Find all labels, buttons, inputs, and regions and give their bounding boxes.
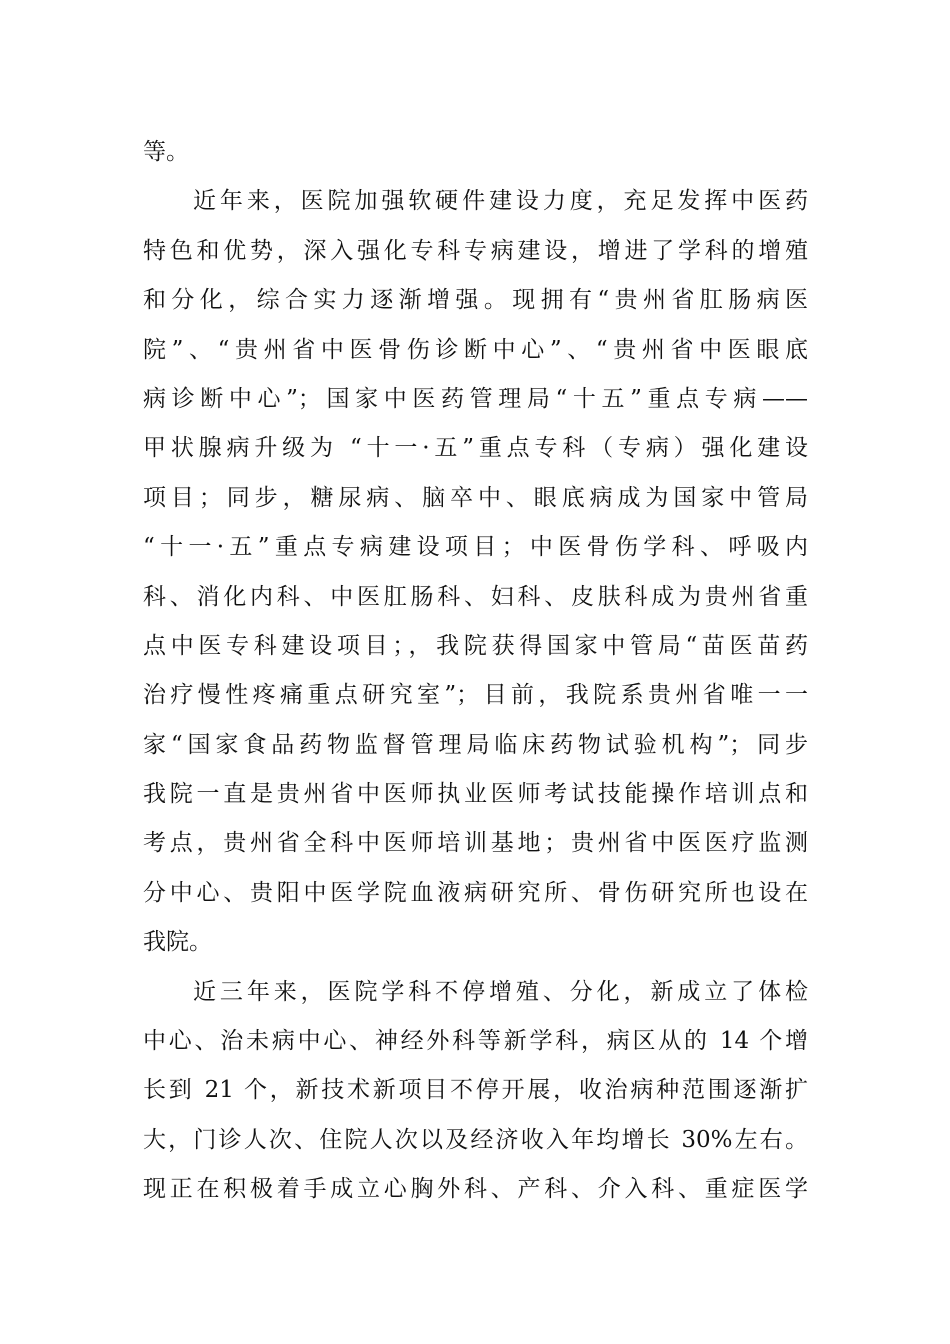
text-line: 科、消化内科、中医肛肠科、妇科、皮肤科成为贵州省重 [143,583,808,610]
text-line: 等。 [143,139,189,165]
text-line: 和分化，综合实力逐渐增强。现拥有“贵州省肛肠病医 [143,287,808,314]
paragraph-first-line: 近三年来，医院学科不停增殖、分化，新成立了体检 [193,978,808,1005]
text-line: 考点，贵州省全科中医师培训基地；贵州省中医医疗监测 [143,830,808,857]
paragraph-first-line: 近年来，医院加强软硬件建设力度，充足发挥中医药 [193,188,808,215]
text-line: 长到 21 个，新技术新项目不停开展，收治病种范围逐渐扩 [143,1077,808,1104]
text-line: “十一·五”重点专病建设项目；中医骨伤学科、呼吸内 [143,534,808,561]
body-text [143,128,808,1215]
text-line: 我院一直是贵州省中医师执业医师考试技能操作培训点和 [143,781,808,808]
text-line: 项目；同步，糖尿病、脑卒中、眼底病成为国家中管局 [143,484,808,511]
text-line: 院”、“贵州省中医骨伤诊断中心”、“贵州省中医眼底 [143,336,808,363]
text-line: 甲状腺病升级为 “十一·五”重点专科（专病）强化建设 [143,435,808,462]
text-line: 点中医专科建设项目；，我院获得国家中管局“苗医苗药 [143,632,808,659]
text-line: 大，门诊人次、住院人次以及经济收入年均增长 30%左右。 [143,1126,808,1153]
text-line: 分中心、贵阳中医学院血液病研究所、骨伤研究所也设在 [143,879,808,906]
text-line: 治疗慢性疼痛重点研究室”；目前，我院系贵州省唯一一 [143,682,808,709]
text-line: 家“国家食品药物监督管理局临床药物试验机构”；同步 [143,731,808,758]
text-line: 我院。 [143,929,212,956]
text-line: 病诊断中心”；国家中医药管理局“十五”重点专病—— [143,385,808,412]
text-line: 中心、治未病中心、神经外科等新学科，病区从的 14 个增 [143,1028,808,1055]
text-line: 现正在积极着手成立心胸外科、产科、介入科、重症医学 [143,1176,808,1203]
text-line: 特色和优势，深入强化专科专病建设，增进了学科的增殖 [143,237,808,264]
